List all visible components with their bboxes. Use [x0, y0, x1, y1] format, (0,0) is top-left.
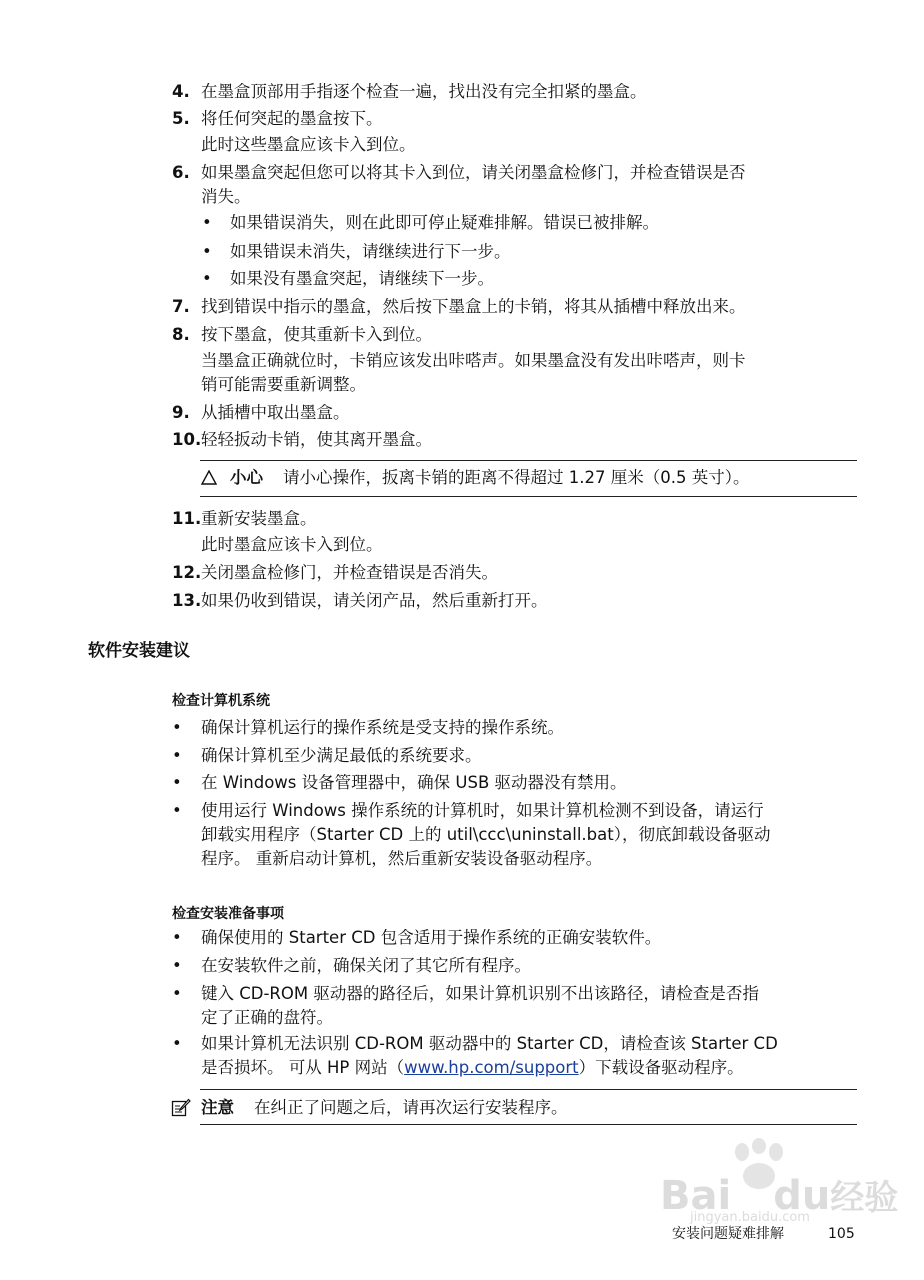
page-number: 105 — [828, 1226, 855, 1242]
list-item: 在安装软件之前，确保关闭了其它所有程序。 — [201, 956, 531, 975]
step-text: 在墨盒顶部用手指逐个检查一遍，找出没有完全扣紧的墨盒。 — [201, 82, 647, 101]
hp-support-link[interactable]: www.hp.com/support — [404, 1058, 579, 1077]
bullet-dot: • — [172, 773, 182, 792]
divider — [200, 496, 857, 497]
step-number: 5. — [172, 109, 190, 128]
step-text: 重新安装墨盒。 — [201, 509, 317, 528]
divider — [200, 1124, 857, 1125]
step-number: 12. — [172, 563, 202, 582]
text-segment: ）下载设备驱动程序。 — [578, 1058, 744, 1077]
note-pencil-icon — [171, 1098, 191, 1118]
step-number: 10. — [172, 430, 202, 449]
step-text: 如果墨盒突起但您可以将其卡入到位，请关闭墨盒检修门，并检查错误是否 — [201, 163, 746, 182]
list-item: 使用运行 Windows 操作系统的计算机时，如果计算机检测不到设备，请运行 — [201, 801, 764, 820]
list-item-line — [201, 1056, 744, 1080]
step-text: 当墨盒正确就位时，卡销应该发出咔嗒声。如果墨盒没有发出咔嗒声，则卡 — [201, 351, 746, 370]
step-number: 7. — [172, 297, 190, 316]
bullet-dot: • — [202, 269, 212, 288]
step-text: 关闭墨盒检修门，并检查错误是否消失。 — [201, 563, 498, 582]
list-item-line: 程序。 重新启动计算机，然后重新安装设备驱动程序。 — [201, 849, 603, 868]
step-text: 将任何突起的墨盒按下。 — [201, 109, 383, 128]
watermark-url: jingyan.baidu.com — [690, 1210, 810, 1225]
list-item: 如果错误未消失，请继续进行下一步。 — [230, 242, 511, 261]
step-text: 此时墨盒应该卡入到位。 — [201, 535, 383, 554]
caution-text: 请小心操作，扳离卡销的距离不得超过 1.27 厘米（0.5 英寸）。 — [283, 468, 750, 487]
subsection-title: 检查计算机系统 — [172, 693, 270, 709]
list-item: 如果没有墨盒突起，请继续下一步。 — [230, 269, 494, 288]
list-item: 在 Windows 设备管理器中，确保 USB 驱动器没有禁用。 — [201, 773, 627, 792]
note-label: 注意 — [201, 1098, 234, 1117]
text-segment: 是否损坏。 可从 HP 网站（ — [201, 1058, 405, 1077]
step-text: 消失。 — [201, 187, 251, 206]
step-number: 11. — [172, 509, 202, 528]
list-item: 如果错误消失，则在此即可停止疑难排解。错误已被排解。 — [230, 213, 659, 232]
list-item: 如果计算机无法识别 CD-ROM 驱动器中的 Starter CD，请检查该 Starter CD — [201, 1034, 778, 1053]
bullet-dot: • — [172, 928, 182, 947]
step-number: 13. — [172, 591, 202, 610]
bullet-dot: • — [202, 242, 212, 261]
step-number: 8. — [172, 325, 190, 344]
bullet-dot: • — [202, 213, 212, 232]
list-item-line: 卸载实用程序（Starter CD 上的 util\ccc\uninstall.bat），彻底卸载设备驱动 — [201, 825, 771, 844]
step-text: 找到错误中指示的墨盒，然后按下墨盒上的卡销，将其从插槽中释放出来。 — [201, 297, 746, 316]
bullet-dot: • — [172, 956, 182, 975]
note-text: 在纠正了问题之后，请再次运行安装程序。 — [254, 1098, 568, 1117]
divider — [200, 460, 857, 461]
step-text: 按下墨盒，使其重新卡入到位。 — [201, 325, 432, 344]
subsection-title: 检查安装准备事项 — [172, 906, 284, 922]
divider — [200, 1089, 857, 1090]
step-text: 此时这些墨盒应该卡入到位。 — [201, 135, 416, 154]
step-number: 6. — [172, 163, 190, 182]
section-title: 软件安装建议 — [88, 641, 190, 661]
bullet-dot: • — [172, 718, 182, 737]
list-item: 键入 CD-ROM 驱动器的路径后，如果计算机识别不出该路径，请检查是否指 — [201, 984, 759, 1003]
list-item-line: 定了正确的盘符。 — [201, 1008, 333, 1027]
bullet-dot: • — [172, 984, 182, 1003]
step-number: 9. — [172, 403, 190, 422]
step-text: 轻轻扳动卡销，使其离开墨盒。 — [201, 430, 432, 449]
list-item: 确保使用的 Starter CD 包含适用于操作系统的正确安装软件。 — [201, 928, 662, 947]
step-text: 如果仍收到错误，请关闭产品，然后重新打开。 — [201, 591, 548, 610]
watermark-brand: Bai du经验 — [660, 1173, 899, 1219]
bullet-dot: • — [172, 1034, 182, 1053]
caution-label: 小心 — [230, 468, 263, 487]
list-item: 确保计算机至少满足最低的系统要求。 — [201, 746, 482, 765]
footer-section: 安装问题疑难排解 — [672, 1226, 784, 1242]
step-number: 4. — [172, 82, 190, 101]
step-text: 从插槽中取出墨盒。 — [201, 403, 350, 422]
bullet-dot: • — [172, 801, 182, 820]
bullet-dot: • — [172, 746, 182, 765]
warning-triangle-icon — [201, 470, 217, 485]
step-text: 销可能需要重新调整。 — [201, 375, 366, 394]
list-item: 确保计算机运行的操作系统是受支持的操作系统。 — [201, 718, 564, 737]
